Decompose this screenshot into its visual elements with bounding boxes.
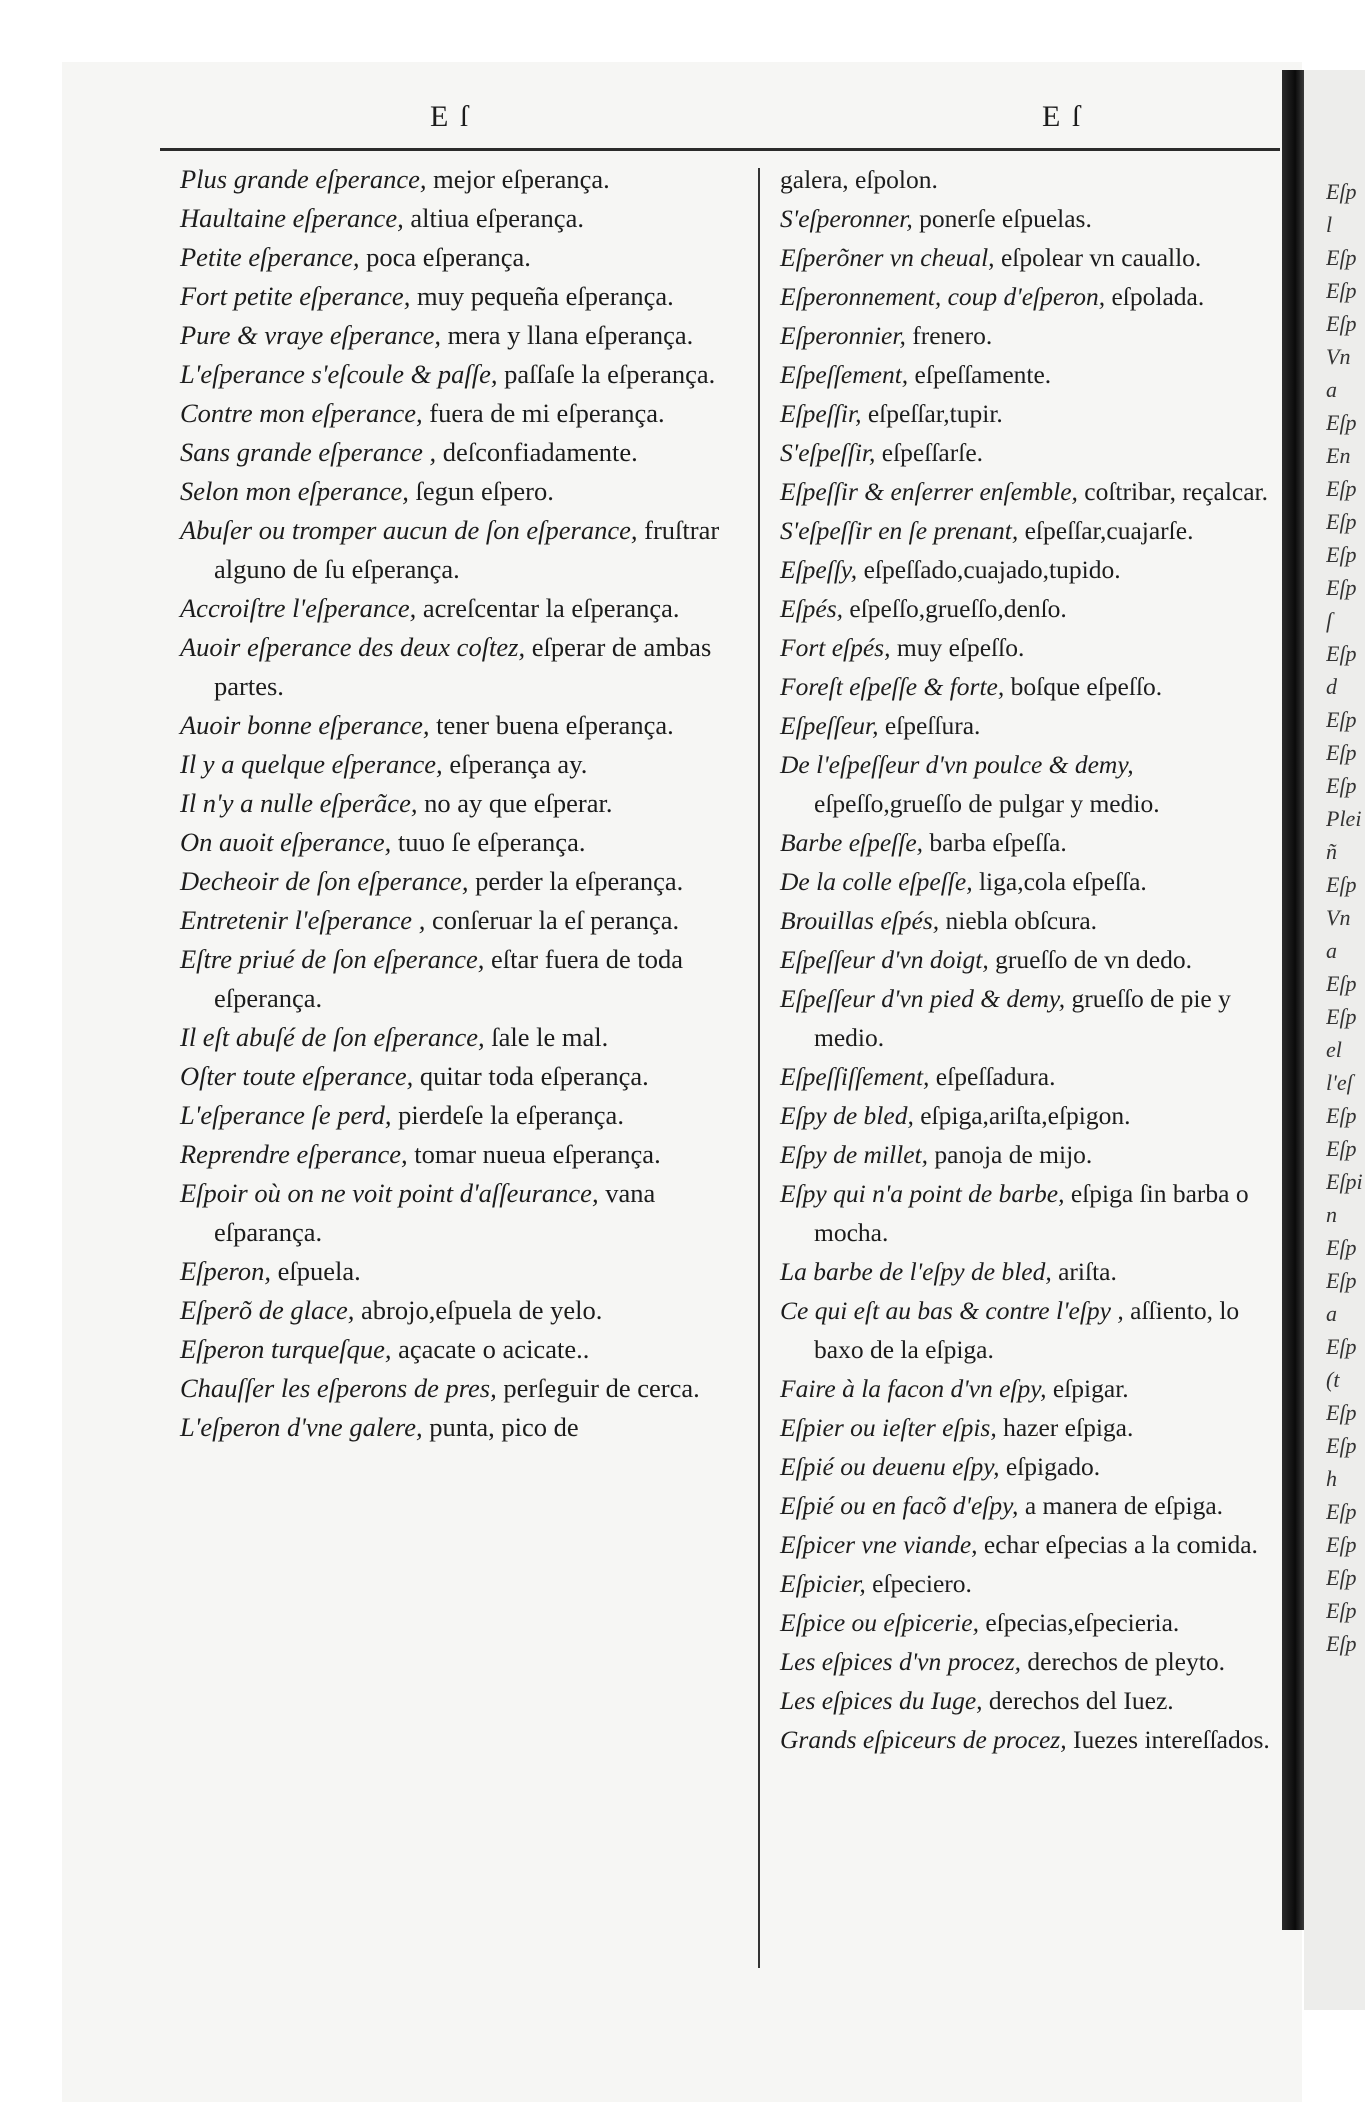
entry-translation: ariſta. (1051, 1257, 1117, 1286)
entry-headword: Eſpeſſiſſement, (780, 1062, 930, 1091)
entry-headword: Auoir bonne eſperance, (180, 710, 430, 740)
entry-translation: eſpeſſar,cuajarſe. (1018, 516, 1194, 545)
entry-headword: Eſtre priué de ſon eſperance, (180, 944, 485, 974)
dictionary-entry (780, 1603, 1285, 1642)
edge-fragment: Eſp (1326, 1235, 1357, 1260)
edge-fragment: n (1326, 1202, 1337, 1227)
dictionary-entry (780, 1525, 1285, 1564)
entry-headword: Eſpicer vne viande, (780, 1530, 978, 1559)
entry-headword: Les eſpices du Iuge, (780, 1686, 983, 1715)
entry-translation: vana eſparança. (214, 1178, 656, 1247)
dictionary-entry (780, 511, 1285, 550)
entry-headword: Barbe eſpeſſe, (780, 828, 924, 857)
entry-headword: Il eſt abuſé de ſon eſperance, (180, 1022, 485, 1052)
entry-headword: L'eſperance s'eſcoule & paſſe, (180, 359, 498, 389)
edge-fragment: ñ (1326, 839, 1337, 864)
entry-headword: S'eſpeſſir en ſe prenant, (780, 516, 1019, 545)
dictionary-entry (780, 979, 1285, 1057)
edge-fragment: h (1326, 1466, 1337, 1491)
dictionary-entry (780, 238, 1285, 277)
entry-headword: Eſpice ou eſpicerie, (780, 1608, 979, 1637)
entry-headword: Faire à la facon d'vn eſpy, (780, 1374, 1047, 1403)
entry-translation: galera, eſpolon. (780, 165, 938, 194)
edge-fragment: Eſp (1326, 1334, 1357, 1359)
entry-headword: Eſpeſſeur d'vn doigt, (780, 945, 989, 974)
edge-fragment: En (1326, 443, 1351, 468)
header-rule (160, 148, 1280, 151)
dictionary-entry (780, 433, 1285, 472)
edge-fragment: Vn (1326, 344, 1351, 369)
edge-fragment: Eſp (1326, 1268, 1357, 1293)
dictionary-entry (180, 1057, 735, 1096)
entry-headword: Entretenir l'eſperance , (180, 905, 426, 935)
dictionary-entry (780, 160, 1285, 199)
dictionary-entry (180, 160, 735, 199)
entry-headword: Accroiſtre l'eſperance, (180, 593, 417, 623)
dictionary-entry (780, 862, 1285, 901)
entry-translation: tener buena eſperança. (429, 710, 674, 740)
entry-headword: Selon mon eſperance, (180, 476, 409, 506)
entry-translation: barba eſpeſſa. (923, 828, 1067, 857)
entry-translation: eſpeſſarſe. (875, 438, 984, 467)
edge-fragment: Eſp (1326, 542, 1357, 567)
dictionary-entry (780, 1720, 1285, 1759)
entry-translation: frenero. (905, 321, 993, 350)
dictionary-entry (180, 1291, 735, 1330)
entry-headword: Oſter toute eſperance, (180, 1061, 414, 1091)
dictionary-entry (180, 1369, 735, 1408)
edge-fragment: el (1326, 1037, 1342, 1062)
entry-translation: acreſcentar la eſperança. (416, 593, 680, 623)
dictionary-entry (780, 355, 1285, 394)
edge-fragment: Eſp (1326, 1433, 1357, 1458)
entry-headword: Eſperonnement, coup d'eſperon, (780, 282, 1106, 311)
dictionary-entry (180, 1018, 735, 1057)
entry-headword: Eſperõ de glace, (180, 1295, 355, 1325)
edge-fragment: a (1326, 1301, 1337, 1326)
entry-headword: Les eſpices d'vn procez, (780, 1647, 1022, 1676)
edge-fragment: Eſp (1326, 476, 1357, 501)
entry-translation: eſpigar. (1046, 1374, 1129, 1403)
dictionary-entry (780, 940, 1285, 979)
entry-headword: Eſperõner vn cheual, (780, 243, 995, 272)
entry-translation: açacate o acicate.. (391, 1334, 590, 1364)
edge-fragment: l'eſ (1326, 1070, 1353, 1095)
edge-fragment: Eſp (1326, 575, 1357, 600)
dictionary-entry (780, 277, 1285, 316)
entry-headword: Eſpy qui n'a point de barbe, (780, 1179, 1065, 1208)
entry-translation: Iuezes intereſſados. (1066, 1725, 1270, 1754)
dictionary-entry (180, 316, 735, 355)
entry-headword: Eſpié ou deuenu eſpy, (780, 1452, 1000, 1481)
dictionary-entry (780, 1408, 1285, 1447)
entry-headword: L'eſperance ſe perd, (180, 1100, 392, 1130)
edge-fragment: d (1326, 674, 1337, 699)
dictionary-entry (180, 745, 735, 784)
column-divider (758, 168, 760, 1968)
entry-headword: S'eſperonner, (780, 204, 913, 233)
entry-translation: eſpeſſo,grueſſo,denſo. (843, 594, 1067, 623)
entry-translation: eſpeſſura. (878, 711, 981, 740)
entry-headword: On auoit eſperance, (180, 827, 392, 857)
entry-headword: Eſperon, (180, 1256, 272, 1286)
entry-headword: Eſpés, (780, 594, 844, 623)
entry-translation: no ay que eſperar. (417, 788, 613, 818)
dictionary-entry (180, 394, 735, 433)
entry-headword: Abuſer ou tromper aucun de ſon eſperance, (180, 515, 638, 545)
entry-headword: Petite eſperance, (180, 242, 360, 272)
entry-headword: Eſperon turqueſque, (180, 1334, 392, 1364)
entry-headword: Eſpeſſir, (780, 399, 862, 428)
entry-translation: eſtar fuera de toda eſperança. (214, 944, 684, 1013)
dictionary-entry (780, 550, 1285, 589)
entry-translation: tuuo ſe eſperança. (391, 827, 586, 857)
entry-translation: muy pequeña eſperança. (410, 281, 674, 311)
edge-fragment: Eſp (1326, 509, 1357, 534)
dictionary-entry (180, 1174, 735, 1252)
entry-headword: Eſpicier, (780, 1569, 866, 1598)
dictionary-entry (780, 706, 1285, 745)
dictionary-entry (780, 1369, 1285, 1408)
entry-translation: pierdeſe la eſperança. (391, 1100, 624, 1130)
entry-headword: Decheoir de ſon eſperance, (180, 866, 469, 896)
entry-translation: eſpeſſado,cuajado,tupido. (857, 555, 1121, 584)
dictionary-entry (780, 394, 1285, 433)
dictionary-entry (180, 1252, 735, 1291)
entry-headword: Plus grande eſperance, (180, 164, 427, 194)
dictionary-entry (780, 628, 1285, 667)
edge-fragment: Eſp (1326, 410, 1357, 435)
entry-headword: De l'eſpeſſeur d'vn poulce & demy, (780, 750, 1134, 779)
entry-translation: fruſtrar alguno de ſu eſperança. (214, 515, 720, 584)
dictionary-entry (180, 238, 735, 277)
dictionary-entry (180, 355, 735, 394)
dictionary-entry (780, 1174, 1285, 1252)
entry-translation: eſpeſſar,tupir. (861, 399, 1003, 428)
entry-headword: Eſpeſſement, (780, 360, 909, 389)
entry-headword: Eſpeſſeur, (780, 711, 879, 740)
entry-translation: poca eſperança. (359, 242, 531, 272)
entry-translation: ſale le mal. (484, 1022, 609, 1052)
entry-headword: Il n'y a nulle eſperãce, (180, 788, 418, 818)
entry-translation: panoja de mijo. (928, 1140, 1093, 1169)
entry-headword: Fort eſpés, (780, 633, 891, 662)
entry-translation: conſeruar la eſ perança. (425, 905, 680, 935)
entry-translation: ponerſe eſpuelas. (912, 204, 1092, 233)
edge-fragment: Eſp (1326, 1499, 1357, 1524)
entry-translation: punta, pico de (422, 1412, 579, 1442)
entry-headword: Eſperonnier, (780, 321, 906, 350)
entry-translation: liga,cola eſpeſſa. (972, 867, 1147, 896)
dictionary-entry (780, 199, 1285, 238)
entry-translation: derechos del Iuez. (982, 1686, 1174, 1715)
dictionary-entry (780, 589, 1285, 628)
dictionary-entry (780, 1291, 1285, 1369)
dictionary-entry (180, 940, 735, 1018)
book-gutter-shadow (1282, 70, 1304, 1930)
entry-translation: tomar nueua eſperança. (407, 1139, 661, 1169)
entry-headword: Pure & vraye eſperance, (180, 320, 441, 350)
dictionary-entry (180, 862, 735, 901)
dictionary-entry (180, 784, 735, 823)
edge-fragment: Eſp (1326, 872, 1357, 897)
dictionary-entry (180, 1135, 735, 1174)
dictionary-entry (180, 706, 735, 745)
dictionary-entry (180, 823, 735, 862)
entry-headword: S'eſpeſſir, (780, 438, 876, 467)
entry-headword: L'eſperon d'vne galere, (180, 1412, 423, 1442)
dictionary-entry (780, 1135, 1285, 1174)
entry-translation: fuera de mi eſperança. (422, 398, 665, 428)
entry-translation: altiua eſperança. (403, 203, 584, 233)
entry-translation: eſpiga,ariſta,eſpigon. (913, 1101, 1131, 1130)
entry-headword: Chauſſer les eſperons de pres, (180, 1373, 497, 1403)
edge-fragment: a (1326, 938, 1337, 963)
entry-translation: hazer eſpiga. (996, 1413, 1134, 1442)
dictionary-entry (780, 667, 1285, 706)
entry-translation: quitar toda eſperança. (413, 1061, 649, 1091)
dictionary-entry (180, 433, 735, 472)
entry-headword: Eſpy de bled, (780, 1101, 914, 1130)
entry-translation: eſpeſſadura. (929, 1062, 1056, 1091)
dictionary-entry (780, 823, 1285, 862)
entry-headword: Grands eſpiceurs de procez, (780, 1725, 1067, 1754)
dictionary-entry (180, 1408, 735, 1447)
entry-translation: perder la eſperança. (468, 866, 684, 896)
edge-fragment: Eſpi (1326, 1169, 1363, 1194)
entry-headword: Auoir eſperance des deux coſtez, (180, 632, 526, 662)
entry-headword: Eſpier ou ieſter eſpis, (780, 1413, 997, 1442)
entry-headword: Eſpeſſeur d'vn pied & demy, (780, 984, 1066, 1013)
entry-translation: boſque eſpeſſo. (1004, 672, 1163, 701)
edge-fragment: Eſp (1326, 311, 1357, 336)
dictionary-entry (180, 1096, 735, 1135)
entry-translation: mejor eſperança. (426, 164, 610, 194)
edge-fragment: Eſp (1326, 1631, 1357, 1656)
dictionary-entry (180, 1330, 735, 1369)
edge-fragment: Eſp (1326, 1565, 1357, 1590)
entry-headword: Fort petite eſperance, (180, 281, 411, 311)
entry-translation: grueſſo de pie y medio. (814, 984, 1231, 1052)
entry-translation: abrojo,eſpuela de yelo. (354, 1295, 603, 1325)
entry-translation: eſpuela. (271, 1256, 361, 1286)
edge-fragment: a (1326, 377, 1337, 402)
entry-translation: paſſaſe la eſperança. (497, 359, 716, 389)
entry-translation: eſperar de ambas partes. (214, 632, 712, 701)
entry-translation: eſpeciero. (865, 1569, 972, 1598)
right-column (780, 160, 1285, 1759)
dictionary-entry (180, 277, 735, 316)
entry-translation: aſſiento, lo baxo de la eſpiga. (814, 1296, 1240, 1364)
edge-fragment: Eſp (1326, 641, 1357, 666)
entry-headword: Eſpy de millet, (780, 1140, 928, 1169)
entry-headword: De la colle eſpeſſe, (780, 867, 973, 896)
entry-headword: Eſpoir où on ne voit point d'aſſeurance, (180, 1178, 599, 1208)
entry-translation: eſpeſſamente. (908, 360, 1052, 389)
entry-translation: niebla obſcura. (939, 906, 1098, 935)
edge-fragment: Eſp (1326, 1103, 1357, 1128)
edge-fragment: Eſp (1326, 1532, 1357, 1557)
entry-headword: Il y a quelque eſperance, (180, 749, 443, 779)
facing-page-fragments (1326, 175, 1365, 1660)
dictionary-entry (780, 1486, 1285, 1525)
edge-fragment: Eſp (1326, 707, 1357, 732)
dictionary-entry (180, 511, 735, 589)
running-header-left: E ſ (430, 100, 471, 133)
entry-translation: eſperança ay. (442, 749, 588, 779)
dictionary-entry (780, 316, 1285, 355)
entry-headword: La barbe de l'eſpy de bled, (780, 1257, 1052, 1286)
entry-headword: Brouillas eſpés, (780, 906, 940, 935)
edge-fragment: Eſp (1326, 245, 1357, 270)
entry-translation: derechos de pleyto. (1021, 1647, 1225, 1676)
entry-headword: Reprendre eſperance, (180, 1139, 408, 1169)
entry-translation: eſpigado. (999, 1452, 1101, 1481)
left-column (180, 160, 735, 1447)
dictionary-entry (780, 1252, 1285, 1291)
entry-translation: ſegun eſpero. (408, 476, 554, 506)
edge-fragment: Eſp (1326, 179, 1357, 204)
entry-translation: deſconfiadamente. (436, 437, 638, 467)
dictionary-entry (780, 1642, 1285, 1681)
entry-translation: echar eſpecias a la comida. (977, 1530, 1258, 1559)
edge-fragment: Plei (1326, 806, 1362, 831)
dictionary-entry (780, 745, 1285, 823)
edge-fragment: l (1326, 212, 1333, 237)
entry-headword: Eſpeſſy, (780, 555, 858, 584)
entry-headword: Ce qui eſt au bas & contre l'eſpy , (780, 1296, 1124, 1325)
entry-translation: muy eſpeſſo. (890, 633, 1025, 662)
edge-fragment: Eſp (1326, 740, 1357, 765)
running-header-right: E ſ (1042, 100, 1083, 133)
dictionary-entry (780, 1057, 1285, 1096)
edge-fragment: Eſp (1326, 1136, 1357, 1161)
edge-fragment: ſ (1326, 608, 1333, 633)
entry-headword: Eſpeſſir & enſerrer enſemble, (780, 477, 1078, 506)
entry-translation: perſeguir de cerca. (496, 1373, 700, 1403)
dictionary-entry (780, 1096, 1285, 1135)
entry-translation: mera y llana eſperança. (440, 320, 694, 350)
dictionary-entry (180, 472, 735, 511)
entry-translation: eſpolada. (1105, 282, 1205, 311)
dictionary-entry (780, 1564, 1285, 1603)
edge-fragment: Eſp (1326, 1400, 1357, 1425)
entry-headword: Haultaine eſperance, (180, 203, 404, 233)
edge-fragment: Eſp (1326, 1598, 1357, 1623)
entry-headword: Contre mon eſperance, (180, 398, 423, 428)
dictionary-entry (180, 628, 735, 706)
entry-headword: Sans grande eſperance , (180, 437, 437, 467)
edge-fragment: Eſp (1326, 773, 1357, 798)
edge-fragment: Vn (1326, 905, 1351, 930)
entry-translation: a manera de eſpiga. (1018, 1491, 1224, 1520)
dictionary-entry (180, 199, 735, 238)
dictionary-entry (780, 1447, 1285, 1486)
entry-translation: eſpiga ſin barba o mocha. (814, 1179, 1249, 1247)
dictionary-entry (780, 1681, 1285, 1720)
edge-fragment: Eſp (1326, 278, 1357, 303)
dictionary-entry (180, 589, 735, 628)
dictionary-entry (780, 472, 1285, 511)
edge-fragment: Eſp (1326, 1004, 1357, 1029)
edge-fragment: (t (1326, 1367, 1340, 1392)
entry-translation: eſpolear vn cauallo. (994, 243, 1202, 272)
entry-translation: grueſſo de vn dedo. (988, 945, 1192, 974)
dictionary-entry (180, 901, 735, 940)
entry-translation: eſpeſſo,grueſſo de pulgar y medio. (814, 789, 1160, 818)
dictionary-entry (780, 901, 1285, 940)
entry-headword: Foreſt eſpeſſe & forte, (780, 672, 1005, 701)
entry-translation: eſpecias,eſpecieria. (978, 1608, 1180, 1637)
edge-fragment: Eſp (1326, 971, 1357, 996)
entry-headword: Eſpié ou en facõ d'eſpy, (780, 1491, 1019, 1520)
entry-translation: coſtribar, reçalcar. (1077, 477, 1269, 506)
